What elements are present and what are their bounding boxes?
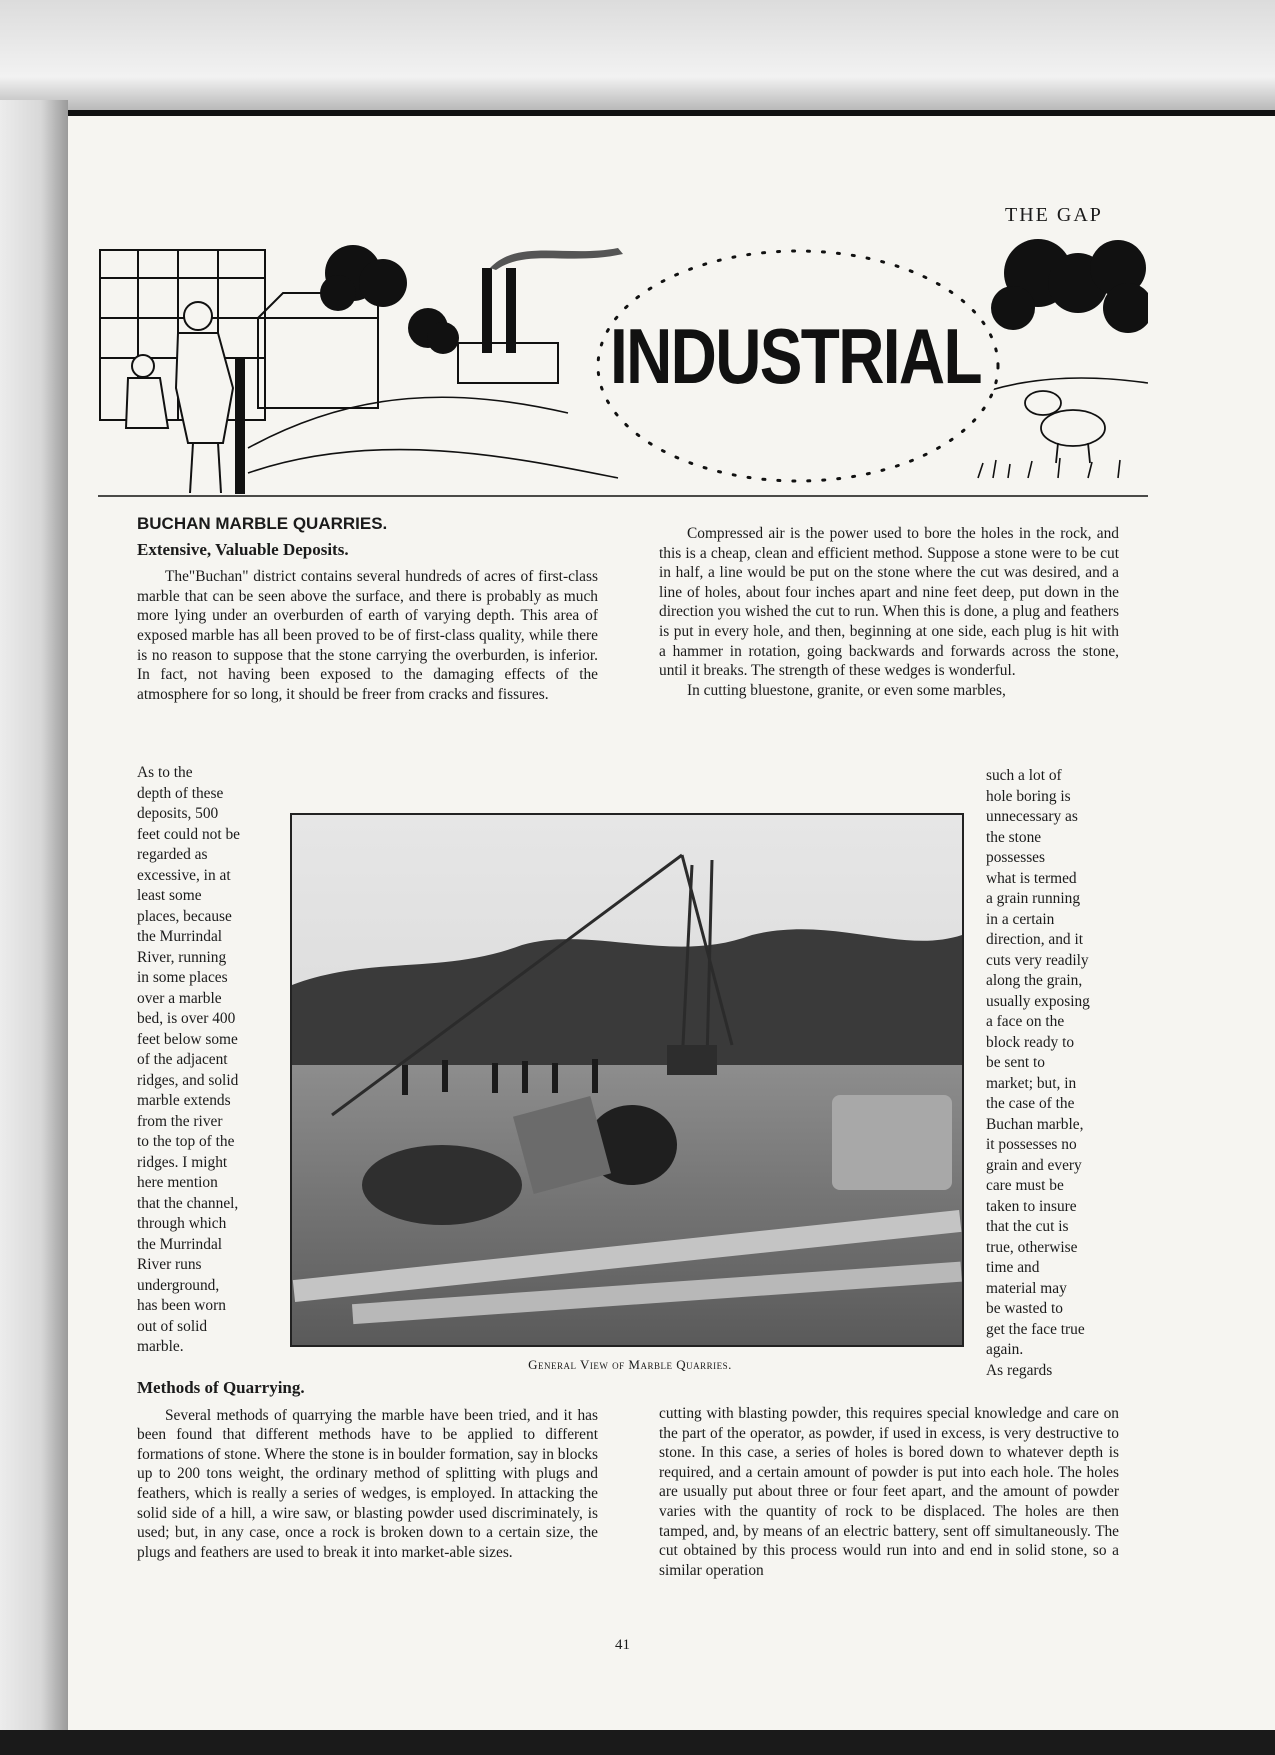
narrow-column-line: River runs: [137, 1256, 202, 1273]
left-column-bottom: [137, 1378, 598, 1562]
narrow-column-line: feet below some: [137, 1030, 238, 1048]
left-narrow-column: [137, 763, 277, 1358]
right-narrow-column: [986, 766, 1118, 1381]
narrow-column-line: be sent to: [986, 1054, 1045, 1071]
paragraph: Several methods of quarrying the marble have been tried, and it has been found that different methods have to be applied to different formations of stone. Where the stone is in boulder formation, say in blocks up to 200 tons weight, the ordinary method of splitting with plugs and feathers, which is really a series of wedges, is employed. In attacking the solid side of a hill, a wire saw, or blasting powder used discriminately, is used; but, in any case, once a rock is broken down to a certain size, the plugs and feathers are used to break it into market-able sizes.: [137, 1406, 598, 1561]
narrow-column-line: to the top of the: [137, 1133, 235, 1150]
paragraph: cutting with blasting powder, this requires special knowledge and care on the part of the operator, as powder, if used in excess, is very destructive to stone. In this case, a series of holes is bored down to whatever depth is required, and a certain amount of powder is put into each hole. The holes are usually put about three or four feet apart, and the amount of powder varies with the quantity of rock to be displaced. The holes are then tamped, and, by means of an electric battery, sent off simultaneously. The cut obtained by this process would run into and end in solid stone, so a similar operation: [659, 1405, 1119, 1579]
paragraph: The"Buchan" district contains several hundreds of acres of first-class marble that can be seen above the surface, and there is probably as much more lying under an overburden of earth of varying depth. This area of exposed marble has all been proved to be of first-class quality, while there is no reason to suppose that the stone carrying the overburden, is inferior. In fact, not having been exposed to the damaging effects of the atmosphere for so long, it should be freer from cracks and fissures.: [137, 568, 598, 703]
narrow-column-line: hole boring is: [986, 787, 1071, 805]
narrow-column-line: from the river: [137, 1112, 223, 1130]
narrow-column-line: block ready to: [986, 1033, 1075, 1051]
narrow-column-line: be wasted to: [986, 1300, 1063, 1317]
narrow-column-line: here mention: [137, 1174, 218, 1191]
quarry-photo-image: [292, 815, 962, 1345]
narrow-column-line: ridges, and solid: [137, 1071, 239, 1089]
photo-caption: General View of Marble Quarries.: [528, 1357, 732, 1372]
narrow-column-line: As regards: [986, 1361, 1053, 1379]
scan-top-edge: [0, 0, 1275, 110]
narrow-column-line: regarded as: [137, 846, 208, 863]
binding-edge: [0, 100, 68, 1740]
narrow-column-line: deposits, 500: [137, 805, 219, 822]
narrow-column-line: ridges. I might: [137, 1153, 228, 1171]
quarry-photo: [290, 813, 964, 1347]
narrow-column-line: that the cut is: [986, 1218, 1069, 1235]
narrow-column-line: the case of the: [986, 1095, 1075, 1112]
narrow-column-line: feet could not be: [137, 825, 240, 843]
narrow-column-line: a grain running: [986, 890, 1081, 907]
narrow-column-line: time and: [986, 1259, 1040, 1276]
narrow-column-line: marble extends: [137, 1092, 231, 1109]
narrow-column-line: it possesses no: [986, 1136, 1077, 1153]
scan-bottom-edge: [0, 1730, 1275, 1755]
narrow-column-line: taken to insure: [986, 1197, 1077, 1215]
narrow-column-line: usually exposing: [986, 992, 1090, 1010]
left-column-top: [137, 514, 598, 704]
narrow-column-line: direction, and it: [986, 931, 1084, 948]
narrow-column-line: River, running: [137, 948, 227, 966]
narrow-column-line: true, otherwise: [986, 1238, 1078, 1256]
narrow-column-line: has been worn: [137, 1297, 226, 1314]
narrow-column-line: marble.: [137, 1338, 184, 1355]
narrow-column-line: get the face true: [986, 1320, 1085, 1338]
banner-title: INDUSTRIAL: [610, 312, 981, 400]
methods-heading: Methods of Quarrying.: [137, 1378, 305, 1397]
narrow-column-line: of the adjacent: [137, 1051, 228, 1068]
narrow-column-line: in a certain: [986, 910, 1055, 928]
narrow-column-line: out of solid: [137, 1317, 208, 1335]
narrow-column-line: what is termed: [986, 869, 1077, 887]
paragraph: In cutting bluestone, granite, or even some marbles,: [687, 681, 1006, 699]
narrow-column-line: again.: [986, 1341, 1024, 1358]
narrow-column-line: excessive, in at: [137, 866, 231, 884]
narrow-column-line: places, because: [137, 907, 232, 925]
narrow-column-line: care must be: [986, 1177, 1064, 1194]
paragraph: Compressed air is the power used to bore the holes in the rock, and this is a cheap, clean and efficient method. Suppose a stone were to be cut in half, a line would be put on the stone where the cut was desired, and a line of holes, about four inches apart and nine feet deep, put down in the direction you wished the cut to run. When this is done, a plug and feathers is put in every hole, and then, beginning at one side, each plug is hit with a hammer in rotation, going backwards and forwards across the stone, until it breaks. The strength of these wedges is wonderful.: [659, 525, 1119, 680]
narrow-column-line: least some: [137, 887, 202, 904]
narrow-column-line: that the channel,: [137, 1194, 239, 1212]
right-column-bottom: [659, 1404, 1119, 1580]
narrow-column-line: the Murrindal: [137, 928, 223, 945]
right-column-top: [659, 524, 1119, 700]
narrow-column-line: a face on the: [986, 1013, 1065, 1030]
narrow-column-line: the Murrindal: [137, 1235, 223, 1253]
narrow-column-line: in some places: [137, 969, 228, 986]
article-title: BUCHAN MARBLE QUARRIES.: [137, 514, 388, 533]
narrow-column-line: over a marble: [137, 989, 222, 1007]
page-number: 41: [615, 1637, 630, 1653]
narrow-column-line: possesses: [986, 849, 1045, 866]
narrow-column-line: As to the: [137, 764, 193, 781]
narrow-column-line: material may: [986, 1279, 1067, 1297]
narrow-column-line: such a lot of: [986, 767, 1062, 784]
narrow-column-line: through which: [137, 1215, 227, 1232]
narrow-column-line: Buchan marble,: [986, 1115, 1084, 1133]
narrow-column-line: underground,: [137, 1276, 220, 1294]
narrow-column-line: unnecessary as: [986, 808, 1078, 825]
narrow-column-line: along the grain,: [986, 972, 1083, 989]
running-head: THE GAP: [1005, 204, 1103, 226]
narrow-column-line: market; but, in: [986, 1074, 1077, 1092]
narrow-column-line: bed, is over 400: [137, 1010, 236, 1027]
article-subtitle: Extensive, Valuable Deposits.: [137, 539, 349, 559]
narrow-column-line: the stone: [986, 828, 1042, 846]
narrow-column-line: grain and every: [986, 1156, 1082, 1174]
narrow-column-line: depth of these: [137, 784, 224, 802]
industrial-banner: [98, 238, 1148, 500]
narrow-column-line: cuts very readily: [986, 951, 1089, 969]
